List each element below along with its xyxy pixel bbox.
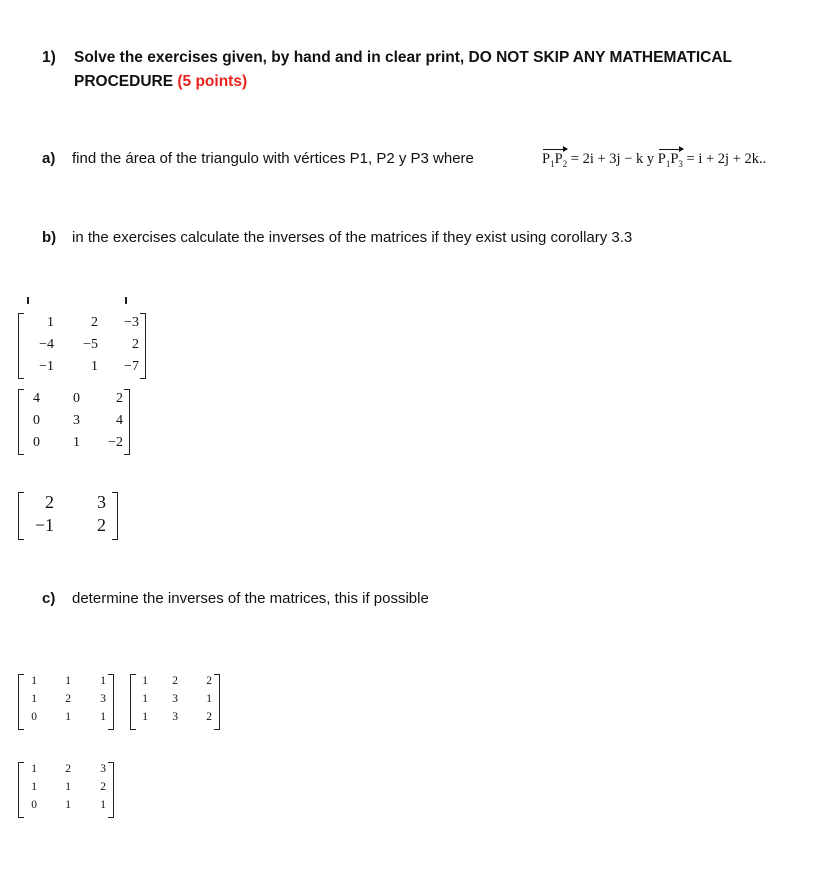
right-bracket [108,674,114,730]
matrix-entry: 2 [116,391,123,406]
matrix-c3 [18,762,114,818]
left-bracket [18,674,24,730]
matrix-entry: 3 [73,413,80,428]
right-bracket [214,674,220,730]
matrix-entry: 3 [100,693,106,705]
points-label: (5 points) [177,73,248,90]
matrix-entry: −2 [108,435,123,450]
right-bracket [124,389,130,455]
part-b-text: in the exercises calculate the inverses of the matrices if they exist using corollary 3.3 [72,229,633,246]
matrix-entry: −7 [124,359,139,374]
matrix-b3 [18,492,118,540]
problem-header-line2 [74,70,247,94]
matrix-entry: 1 [100,675,106,687]
matrix-entry: 2 [91,315,98,330]
matrix-entry: 2 [97,515,106,535]
part-b-label: b) [42,229,57,246]
matrix-entry: 2 [45,492,54,512]
part-a-formula [542,151,766,169]
matrix-entry: 0 [31,711,37,723]
part-a [42,150,474,167]
matrix-entry: 0 [73,391,80,406]
problem-number: 1) [42,49,56,66]
matrix-entry: 0 [31,799,37,811]
matrix-entry: 1 [206,693,212,705]
tick-mark [27,297,29,304]
matrix-entry: 1 [73,435,80,450]
vector-p1p2: $P_1P_2$ [542,151,568,169]
matrix-entry: 3 [172,711,178,723]
right-bracket [112,492,118,540]
part-c [42,590,429,607]
formula-eq2: = i + 2j + 2k.. [682,151,767,167]
matrix-entry: 1 [65,711,71,723]
left-bracket [130,674,136,730]
matrix-entry: 1 [65,799,71,811]
matrix-b2 [18,389,130,455]
matrix-entry: 2 [206,711,212,723]
matrix-entry: 1 [31,693,37,705]
matrix-entry: 2 [206,675,212,687]
matrix-entry: 1 [31,781,37,793]
matrix-entry: 3 [97,492,106,512]
problem-title-line2: PROCEDURE [74,73,174,90]
part-c-text: determine the inverses of the matrices, this if possible [72,590,429,607]
matrix-entry: 2 [100,781,106,793]
tick-mark [125,297,127,304]
problem-header [42,46,732,70]
part-a-label: a) [42,150,56,167]
right-bracket [108,762,114,818]
matrix-entry: 4 [116,413,123,428]
right-bracket [140,313,146,379]
matrix-entry: 1 [142,675,148,687]
vector-p1p3: $P_1P_3$ [657,151,683,169]
left-bracket [18,492,24,540]
matrix-entry: 1 [100,799,106,811]
matrix-c1 [18,674,114,730]
matrix-entry: 3 [100,763,106,775]
matrix-entry: 1 [142,693,148,705]
part-a-text: find the área of the triangulo with vértices P1, P2 y P3 where [72,150,474,167]
matrix-entry: 1 [31,763,37,775]
matrix-entry: 0 [33,413,40,428]
matrix-entry: 1 [100,711,106,723]
matrix-entry: −5 [83,337,98,352]
part-b [42,229,632,246]
matrix-entry: −3 [124,315,139,330]
matrix-entry: 1 [65,675,71,687]
matrix-entry: 3 [172,693,178,705]
left-bracket [18,762,24,818]
matrix-entry: 1 [142,711,148,723]
matrix-entry: 1 [31,675,37,687]
matrix-b1 [18,313,146,379]
matrix-entry: −4 [39,337,54,352]
matrix-entry: 4 [33,391,40,406]
part-c-label: c) [42,590,56,607]
left-bracket [18,389,24,455]
matrix-entry: 1 [65,781,71,793]
formula-eq1: = 2i + 3j − k y [567,151,658,167]
matrix-entry: 2 [65,693,71,705]
problem-title: Solve the exercises given, by hand and in clear print, DO NOT SKIP ANY MATHEMATICAL [74,49,733,66]
matrix-entry: 2 [172,675,178,687]
matrix-entry: 2 [65,763,71,775]
matrix-entry: 1 [91,359,98,374]
matrix-entry: −1 [39,359,54,374]
matrix-entry: 0 [33,435,40,450]
matrix-entry: 1 [47,315,54,330]
left-bracket [18,313,24,379]
matrix-c2 [130,674,220,730]
matrix-entry: 2 [132,337,139,352]
matrix-entry: −1 [34,515,54,535]
